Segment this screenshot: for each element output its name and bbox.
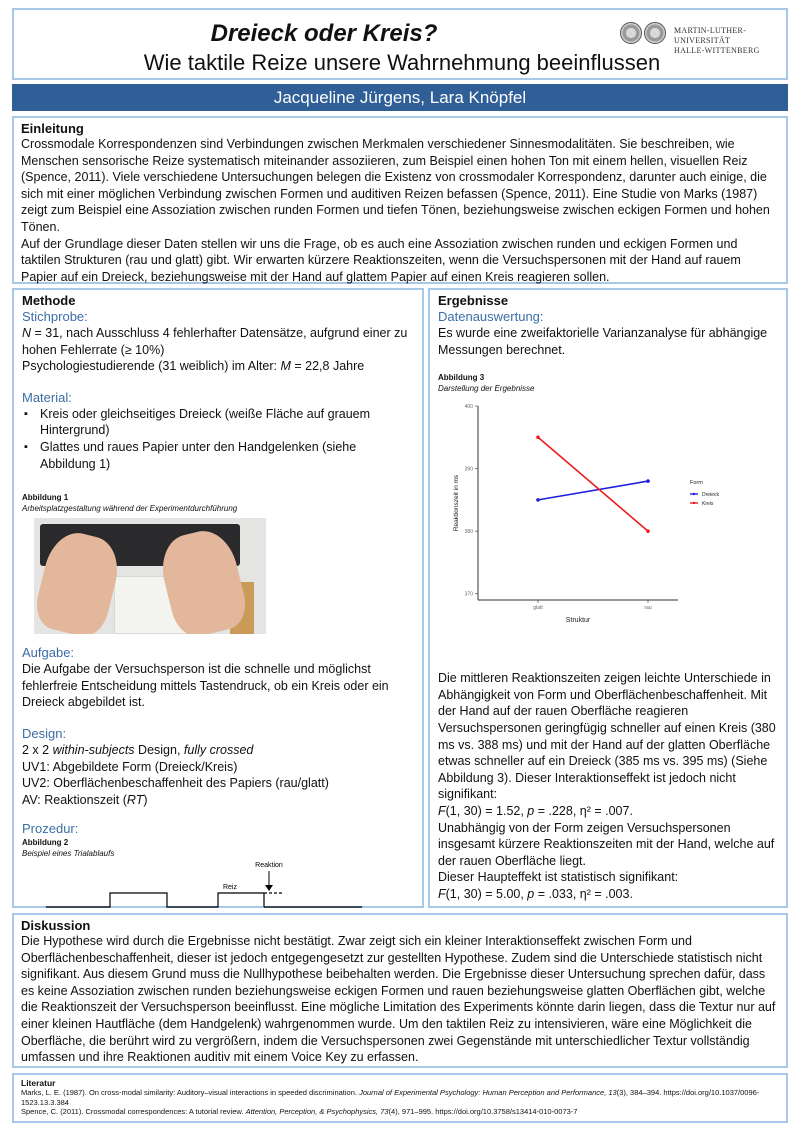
results-title: Ergebnisse [438, 293, 509, 308]
design-av: AV: Reaktionszeit (RT) [22, 792, 148, 807]
design-heading: Design: [22, 725, 67, 741]
reference-2: Spence, C. (2011). Crossmodal correspondences: A tutorial review. Attention, Perception, & Psychophysics, 73(4), 971–995. https://doi.org/10.3758/s13414-010-0073-7 [21, 1107, 578, 1116]
discussion-text: Die Hypothese wird durch die Ergebnisse nicht bestätigt. Zwar zeigt sich ein kleiner Interaktionseffekt zwischen Form und Oberflächenbeschaffenheit, dieser ist jedoch entgegengesetzt zur gestellten Hypothese. Zudem sind die Unterschiede statistisch nicht signifikant. Aus diesem Grund muss die Nullhypothese beibehalten werden. Die Ergebnisse dieser Untersuchung sprechen dafür, dass es keine Assoziation zwischen runden beziehungsweise eckigen Formen und rauen beziehungsweise glatten Oberflächen gibt, welche die Reaktionszeit der Versuchsperson beeinflusst. Eine mögliche Limitation des Experiments könnte darin liegen, dass die Textur nur auf einer kleinen Hautfläche (dem Handgelenk) wahrgenommen wurde. Um den taktilen Reiz zu intensivieren, wäre eine Möglichkeit die Oberfläche, die berührt wird zu vergrößern, indem die Versuchspersonen zwei Gegenstände mit unterschiedlicher Textur vollständig umfassen und ihre Reaktionen auditiv mit einem Voice Key zu erfassen. [21, 934, 776, 1065]
sample-text: N = 31, nach Ausschluss 4 fehlerhafter Datensätze, aufgrund einer zu hohen Fehlerrate (≥ 10%) [22, 326, 408, 357]
figure-1-caption: Arbeitsplatzgestaltung während der Experimentdurchführung [22, 504, 238, 514]
university-name-line2: HALLE-WITTENBERG [674, 46, 760, 55]
analysis-text: Es wurde eine zweifaktorielle Varianzanalyse für abhängige Messungen berechnet. [438, 326, 768, 357]
x-tick-label: glatt [533, 605, 543, 612]
results-text-2: Unabhängig von der Form zeigen Versuchspersonen insgesamt kürzere Reaktionszeiten mit der Hand, welche auf der rauen Oberfläche liegt. [438, 820, 775, 868]
figure-2-label: Abbildung 2 [22, 838, 69, 848]
seal-icon [620, 22, 642, 44]
intro-section [12, 116, 788, 284]
reference-1: Marks, L. E. (1987). On cross-modal similarity: Auditory–visual interactions in speeded discrimination. Journal of Experimental Psychology: Human Perception and Performance, 13(3), 384–394. https://doi.org/10.1037/0096-1523.13.3.384 [21, 1088, 760, 1107]
list-item: ▪ Kreis oder gleichseitiges Dreieck (weiße Fläche auf grauem Hintergrund) [22, 406, 414, 439]
y-tick-label: 400 [464, 404, 473, 411]
figure-3-caption: Darstellung der Ergebnisse [438, 384, 535, 394]
design-uv1: UV1: Abgebildete Form (Dreieck/Kreis) [22, 759, 238, 774]
design-line: 2 x 2 within-subjects Design, fully crossed [22, 742, 254, 757]
literature-title: Literatur [21, 1078, 56, 1088]
intro-paragraph-2: Auf der Grundlage dieser Daten stellen wir uns die Frage, ob es auch eine Assoziation zwischen runden und eckigen Formen und taktilen Strukturen (rau und glatt) gibt. Wir erwarten kürzere Reaktionszeiten, wenn die Versuchspersonen mit der Hand auf rauem Papier auf ein Dreieck, beziehungsweise mit der Hand auf glattem Papier auf einen Kreis reagieren sollen. [21, 236, 741, 284]
figure-2-caption: Beispiel eines Trialablaufs [22, 849, 115, 859]
x-tick-label: rau [644, 605, 652, 612]
timeline-label-reaktion: Reaktion [255, 862, 283, 870]
seal-icon [644, 22, 666, 44]
results-text-1: Die mittleren Reaktionszeiten zeigen leichte Unterschiede in Abhängigkeit von Form und Oberflächenbeschaffenheit. Mit der Hand auf der rauen Oberfläche reagieren Versuchspersonen geringfügig schneller auf einen Kreis (380 ms vs. 388 ms) und mit der Hand auf der glatten Oberfläche etwas schneller auf ein Dreieck (385 ms vs. 395 ms) (Siehe Abbildung 3). Dieser Interaktionseffekt ist jedoch nicht signifikant: [438, 671, 776, 802]
material-list [22, 406, 414, 472]
timeline-label-reiz: Reiz [222, 884, 238, 892]
timeline-signal [46, 893, 264, 907]
figure-1-label: Abbildung 1 [22, 493, 69, 503]
results-chart [438, 396, 768, 632]
discussion-title: Diskussion [21, 918, 91, 933]
chart-svg [438, 396, 768, 632]
list-item: ▪ Glattes und raues Papier unter den Handgelenken (siehe Abbildung 1) [22, 439, 414, 472]
method-title: Methode [22, 293, 76, 308]
y-axis-title: Reaktionszeit in ms [453, 475, 460, 532]
analysis-heading: Datenauswertung: [438, 309, 544, 324]
method-section [12, 288, 424, 908]
university-name-line1: MARTIN-LUTHER-UNIVERSITÄT [674, 26, 747, 45]
legend-swatch-dot [693, 502, 695, 504]
data-point-dreieck [646, 479, 650, 483]
literature-section [12, 1073, 788, 1123]
legend-title: Form [690, 480, 703, 487]
legend-swatch-dot [693, 493, 695, 495]
y-tick-label: 390 [464, 466, 473, 473]
task-heading: Aufgabe: [22, 645, 75, 661]
task-text: Die Aufgabe der Versuchsperson ist die schnelle und möglichst fehlerfreie Entscheidung mittels Tastendruck, ob ein Kreis oder ein Dreieck abgebildet ist. [22, 662, 389, 710]
results-text-3: Dieser Haupteffekt ist statistisch signifikant: [438, 870, 679, 885]
legend-label: Kreis [702, 501, 714, 508]
y-tick-label: 370 [464, 591, 473, 598]
discussion-section [12, 913, 788, 1068]
intro-paragraph-1: Crossmodale Korrespondenzen sind Verbindungen zwischen Merkmalen verschiedener Sinnesmodalitäten. Sie beschreiben, wie Menschen sensorische Reize systematisch miteinander assoziieren, zum Beispiel einen hohen Ton mit einem hellen, visuellen Reiz (Spence, 2011). Viele verschiedene Untersuchungen belegen die Existenz von crossmodaler Korrespondenz, darunter auch einige, die sich mit einer möglichen Verbindung zwischen Formen und auditiven Reizen befassen (Spence, 2011). Eine Studie von Marks (1987) zeigt zum Beispiel eine Assoziation zwischen runden Formen und tiefen Tönen, beziehungsweise zwischen eckigen Formen und hohen Tönen. [21, 137, 770, 234]
results-section [428, 288, 788, 908]
figure-3-label: Abbildung 3 [438, 373, 485, 383]
data-point-kreis [646, 530, 650, 534]
poster-title: Dreieck oder Kreis? [210, 20, 438, 47]
sample-heading: Stichprobe: [22, 309, 88, 324]
data-point-dreieck [536, 498, 540, 502]
y-tick-label: 380 [464, 529, 473, 536]
stat-line-1: F(1, 30) = 1.52, p = .228, η² = .007. [438, 803, 633, 818]
author-bar: Jacqueline Jürgens, Lara Knöpfel [12, 84, 788, 111]
poster-subtitle: Wie taktile Reize unsere Wahrnehmung beeinflussen [143, 50, 661, 75]
sample-age-text: Psychologiestudierende (31 weiblich) im Alter: M = 22,8 Jahre [22, 359, 365, 374]
procedure-heading: Prozedur: [22, 821, 79, 837]
design-uv2: UV2: Oberflächenbeschaffenheit des Papiers (rau/glatt) [22, 776, 329, 791]
data-point-kreis [536, 436, 540, 440]
intro-title: Einleitung [21, 121, 84, 136]
material-heading: Material: [22, 389, 72, 405]
workplace-photo [34, 518, 266, 634]
stat-line-2: F(1, 30) = 5.00, p = .033, η² = .003. [438, 886, 633, 901]
title-box [12, 8, 788, 80]
x-axis-title: Struktur [565, 617, 591, 625]
legend-label: Dreieck [702, 492, 719, 499]
